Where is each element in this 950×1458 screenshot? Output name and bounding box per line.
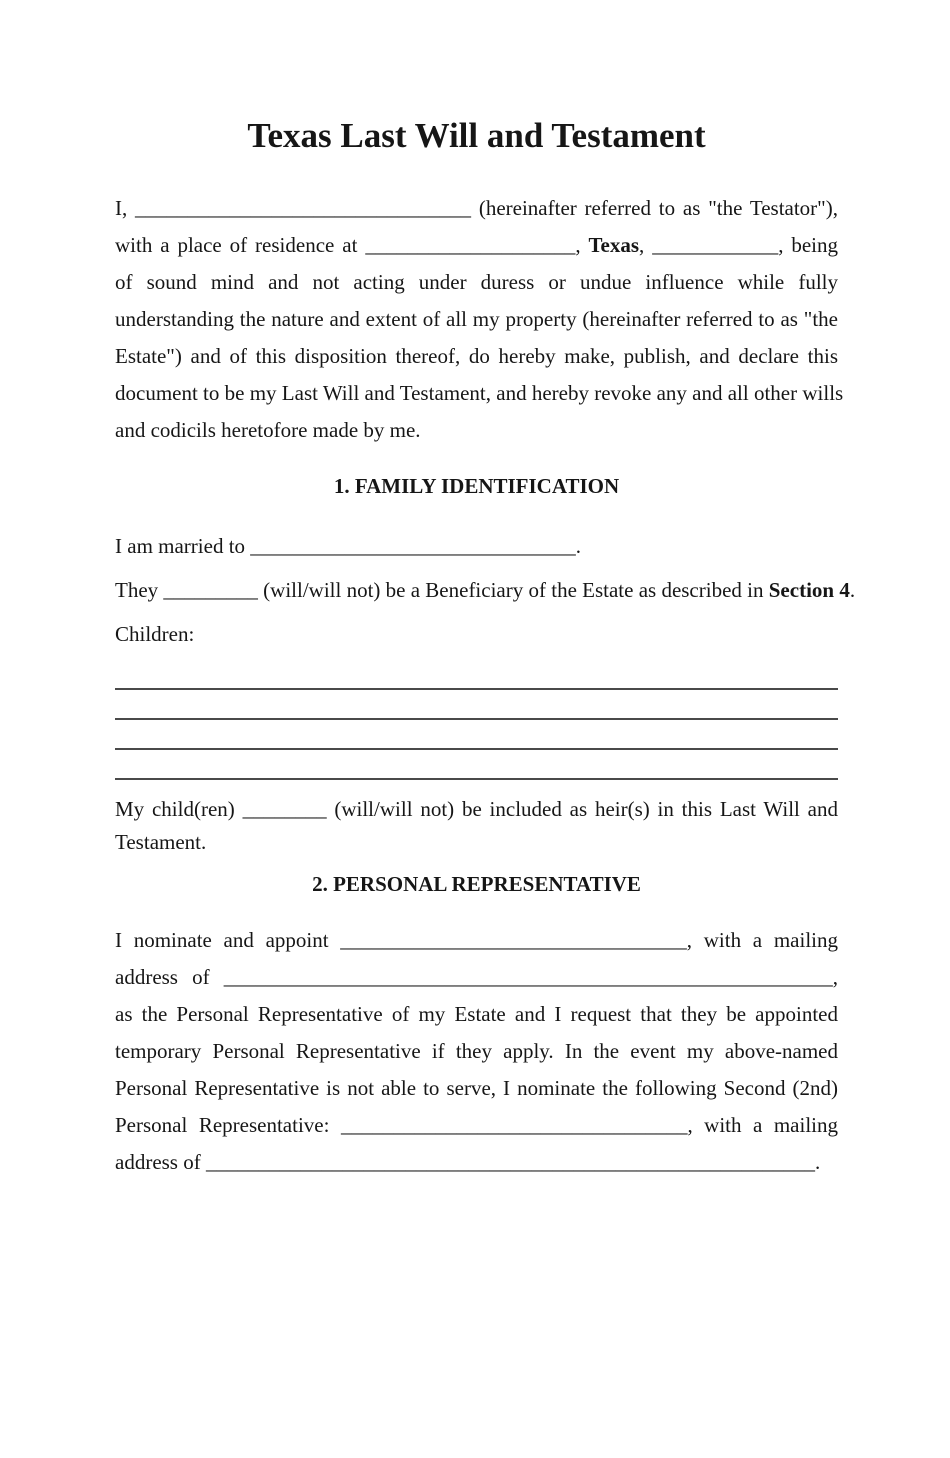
child-entry-line <box>115 750 838 780</box>
text-line <box>115 375 844 412</box>
text-line <box>115 190 838 227</box>
document-body <box>115 190 856 1181</box>
text-run: Children: <box>115 622 195 646</box>
spouse-beneficiary-line <box>115 572 856 609</box>
text-run: Personal Representative: <box>115 1113 341 1137</box>
text-run: My child(ren) <box>115 797 243 821</box>
text-line <box>115 793 838 826</box>
text-run: document to be my Last Will and Testament, and hereby revoke any and all other wills <box>115 381 844 405</box>
text-run: as the Personal Representative of my Estate and I request that they be appointed <box>115 1002 838 1026</box>
text-run: . <box>814 1150 821 1174</box>
marital-status-line <box>115 528 838 565</box>
text-run: (will/will not) be included as heir(s) in this Last Will and <box>326 797 838 821</box>
children-heir-choice-blank: ________ <box>242 797 327 821</box>
text-run: , with a mailing <box>686 928 838 952</box>
text-line <box>115 996 838 1033</box>
text-line <box>115 616 838 653</box>
text-run: , <box>575 233 589 257</box>
text-run: I, <box>115 196 136 220</box>
text-run: , <box>832 965 838 989</box>
text-line <box>115 1107 838 1144</box>
text-line <box>115 338 838 375</box>
child-entry-line <box>115 660 838 690</box>
text-run: and codicils heretofore made by me. <box>115 418 421 442</box>
child-entry-line <box>115 720 838 750</box>
text-run: . <box>849 578 856 602</box>
testator-name-blank: ________________________________ <box>135 196 472 220</box>
text-line <box>115 1144 838 1181</box>
text-line <box>115 412 838 449</box>
text-run: Personal Representative is not able to serve, I nominate the following Second (2nd) <box>115 1076 838 1100</box>
text-run: I am married to <box>115 534 251 558</box>
document-page <box>0 115 950 1458</box>
document-title: Texas Last Will and Testament <box>247 116 706 155</box>
children-lines <box>115 660 838 780</box>
text-line <box>115 301 838 338</box>
spouse-beneficiary-choice-blank: _________ <box>163 578 258 602</box>
section-1-heading: 1. FAMILY IDENTIFICATION <box>333 474 620 498</box>
text-run: , with a mailing <box>687 1113 838 1137</box>
text-run: address of <box>115 965 224 989</box>
opening-paragraph <box>115 190 844 449</box>
text-line <box>115 922 838 959</box>
text-run: (will/will not) be a Beneficiary of the Estate as described in <box>257 578 769 602</box>
personal-representative-paragraph <box>115 922 838 1181</box>
residence-county-blank: ____________ <box>652 233 779 257</box>
text-run: Texas <box>588 233 640 257</box>
text-line <box>115 227 838 264</box>
text-run: Section 4 <box>768 578 850 602</box>
text-line <box>115 826 838 859</box>
text-run: , being <box>778 233 839 257</box>
page-content <box>0 115 950 1181</box>
text-run: Estate") and of this disposition thereof, do hereby make, publish, and declare this <box>115 344 838 368</box>
text-run: of sound mind and not acting under duress or undue influence while fully <box>115 270 838 294</box>
text-run: (hereinafter referred to as "the Testator"), <box>471 196 838 220</box>
children-heirs-paragraph <box>115 793 838 859</box>
text-run: Testament. <box>115 830 207 854</box>
text-run: . <box>575 534 582 558</box>
children-label <box>115 616 838 653</box>
text-line <box>115 1070 838 1107</box>
text-line <box>115 959 838 996</box>
child-entry-line <box>115 690 838 720</box>
spouse-name-blank: _______________________________ <box>250 534 576 558</box>
text-run: , <box>639 233 653 257</box>
text-run: understanding the nature and extent of all my property (hereinafter referred to as "the <box>115 307 838 331</box>
text-run: They <box>115 578 164 602</box>
text-run: temporary Personal Representative if they apply. In the event my above-named <box>115 1039 838 1063</box>
representative-name-blank: _________________________________ <box>340 928 687 952</box>
second-representative-name-blank: _________________________________ <box>340 1113 688 1137</box>
text-line <box>115 1033 838 1070</box>
text-run: with a place of residence at <box>115 233 366 257</box>
text-line <box>115 264 838 301</box>
residence-address-blank: ____________________ <box>365 233 576 257</box>
text-run: I nominate and appoint <box>115 928 341 952</box>
text-run: address of <box>115 1150 206 1174</box>
text-line <box>115 572 856 609</box>
second-representative-address-blank: __________________________________________________________ <box>205 1150 815 1174</box>
section-2-heading: 2. PERSONAL REPRESENTATIVE <box>312 872 641 896</box>
representative-address-blank: __________________________________________________________ <box>223 965 833 989</box>
text-line <box>115 528 838 565</box>
